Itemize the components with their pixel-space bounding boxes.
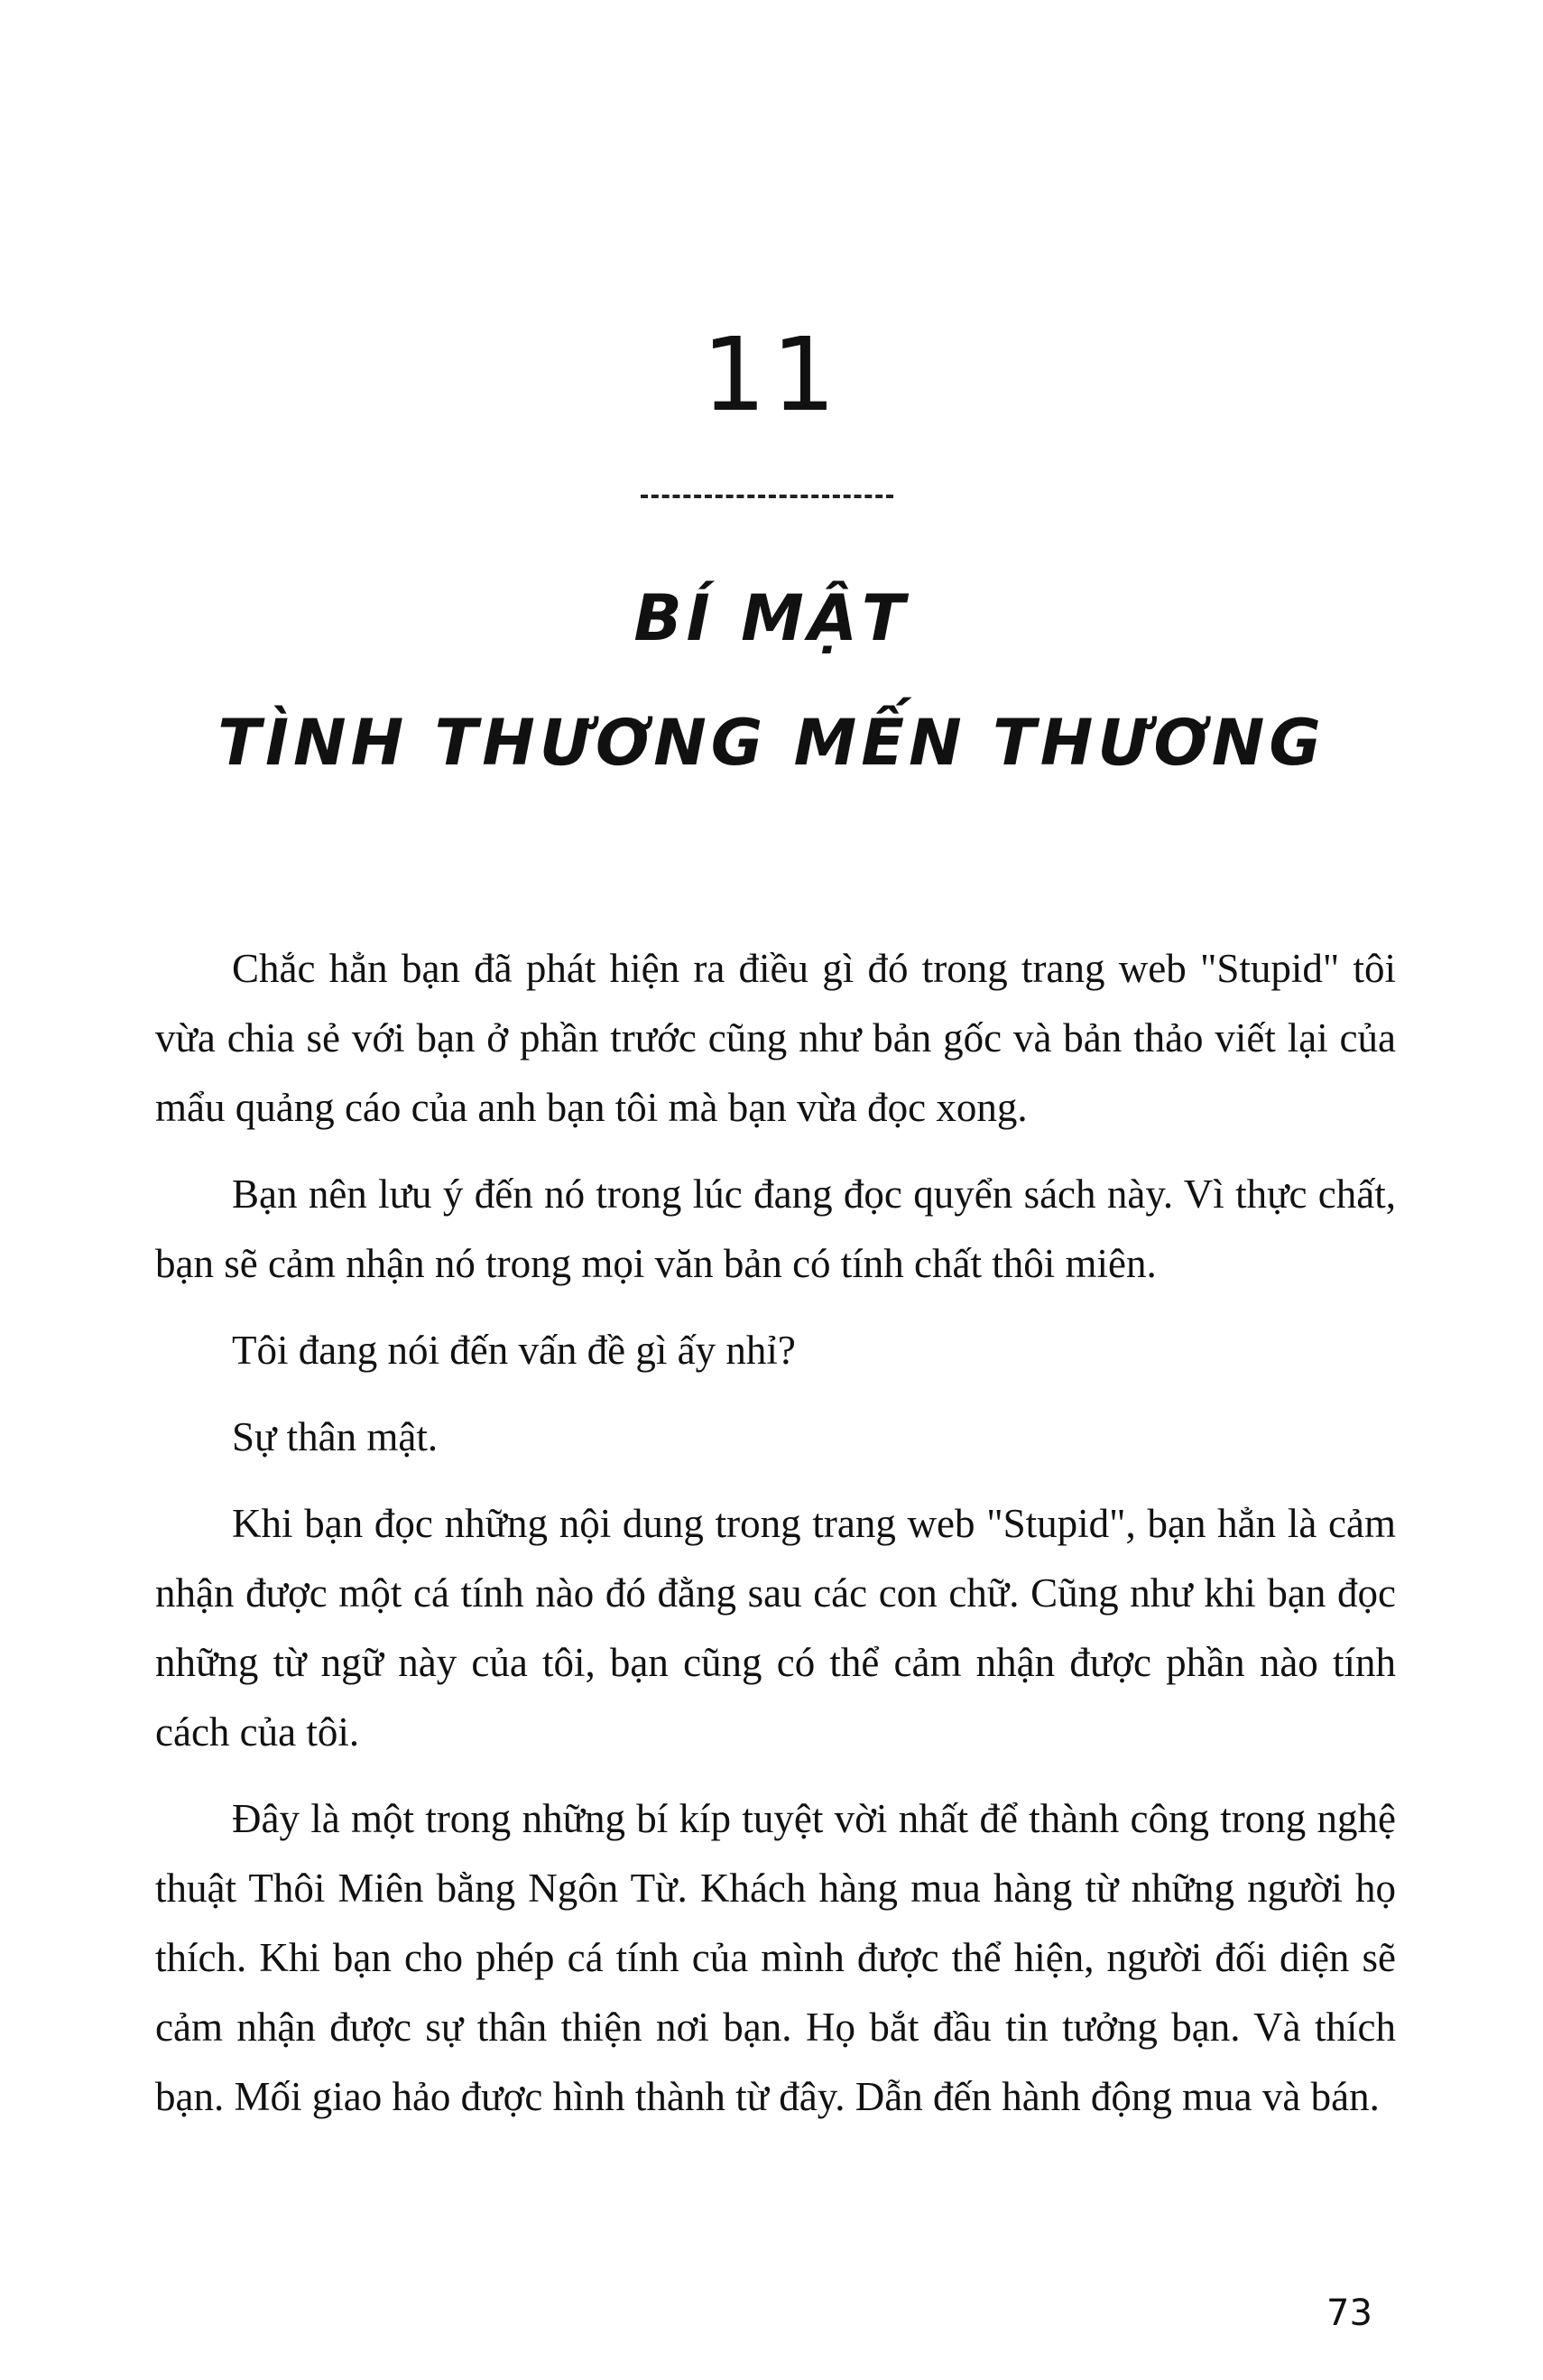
paragraph: Khi bạn đọc những nội dung trong trang web "Stupid", bạn hẳn là cảm nhận được một cá tính nào đó đằng sau các con chữ. Cũng như khi bạn đọc những từ ngữ này của tôi, bạn cũng có thể cảm nhận được phần nào tính cách của tôi. — [155, 1501, 1396, 1755]
chapter-title-line-2: TÌNH THƯƠNG MẾN THƯƠNG — [217, 706, 1326, 780]
paragraph: Bạn nên lưu ý đến nó trong lúc đang đọc quyển sách này. Vì thực chất, bạn sẽ cảm nhận nó trong mọi văn bản có tính chất thôi miên. — [155, 1171, 1396, 1286]
chapter-number: 11 — [701, 317, 842, 434]
chapter-divider — [641, 495, 893, 498]
paragraph: Chắc hẳn bạn đã phát hiện ra điều gì đó trong trang web "Stupid" tôi vừa chia sẻ với bạn ở phần trước cũng như bản gốc và bản thảo viết lại của mẩu quảng cáo của anh bạn tôi mà bạn vừa đọc xong. — [155, 946, 1396, 1130]
paragraph: Đây là một trong những bí kíp tuyệt vời nhất để thành công trong nghệ thuật Thôi Miên bằng Ngôn Từ. Khách hàng mua hàng từ những người họ thích. Khi bạn cho phép cá tính của mình được thể hiện, người đối diện sẽ cảm nhận được sự thân thiện nơi bạn. Họ bắt đầu tin tưởng bạn. Và thích bạn. Mối giao hảo được hình thành từ đây. Dẫn đến hành động mua và bán. — [155, 1796, 1396, 2119]
chapter-body — [155, 934, 1396, 2149]
paragraph: Sự thân mật. — [232, 1414, 439, 1459]
page-number: 73 — [1326, 2292, 1372, 2334]
chapter-title-line-1: BÍ MẬT — [633, 581, 910, 655]
paragraph: Tôi đang nói đến vấn đề gì ấy nhỉ? — [232, 1328, 796, 1373]
